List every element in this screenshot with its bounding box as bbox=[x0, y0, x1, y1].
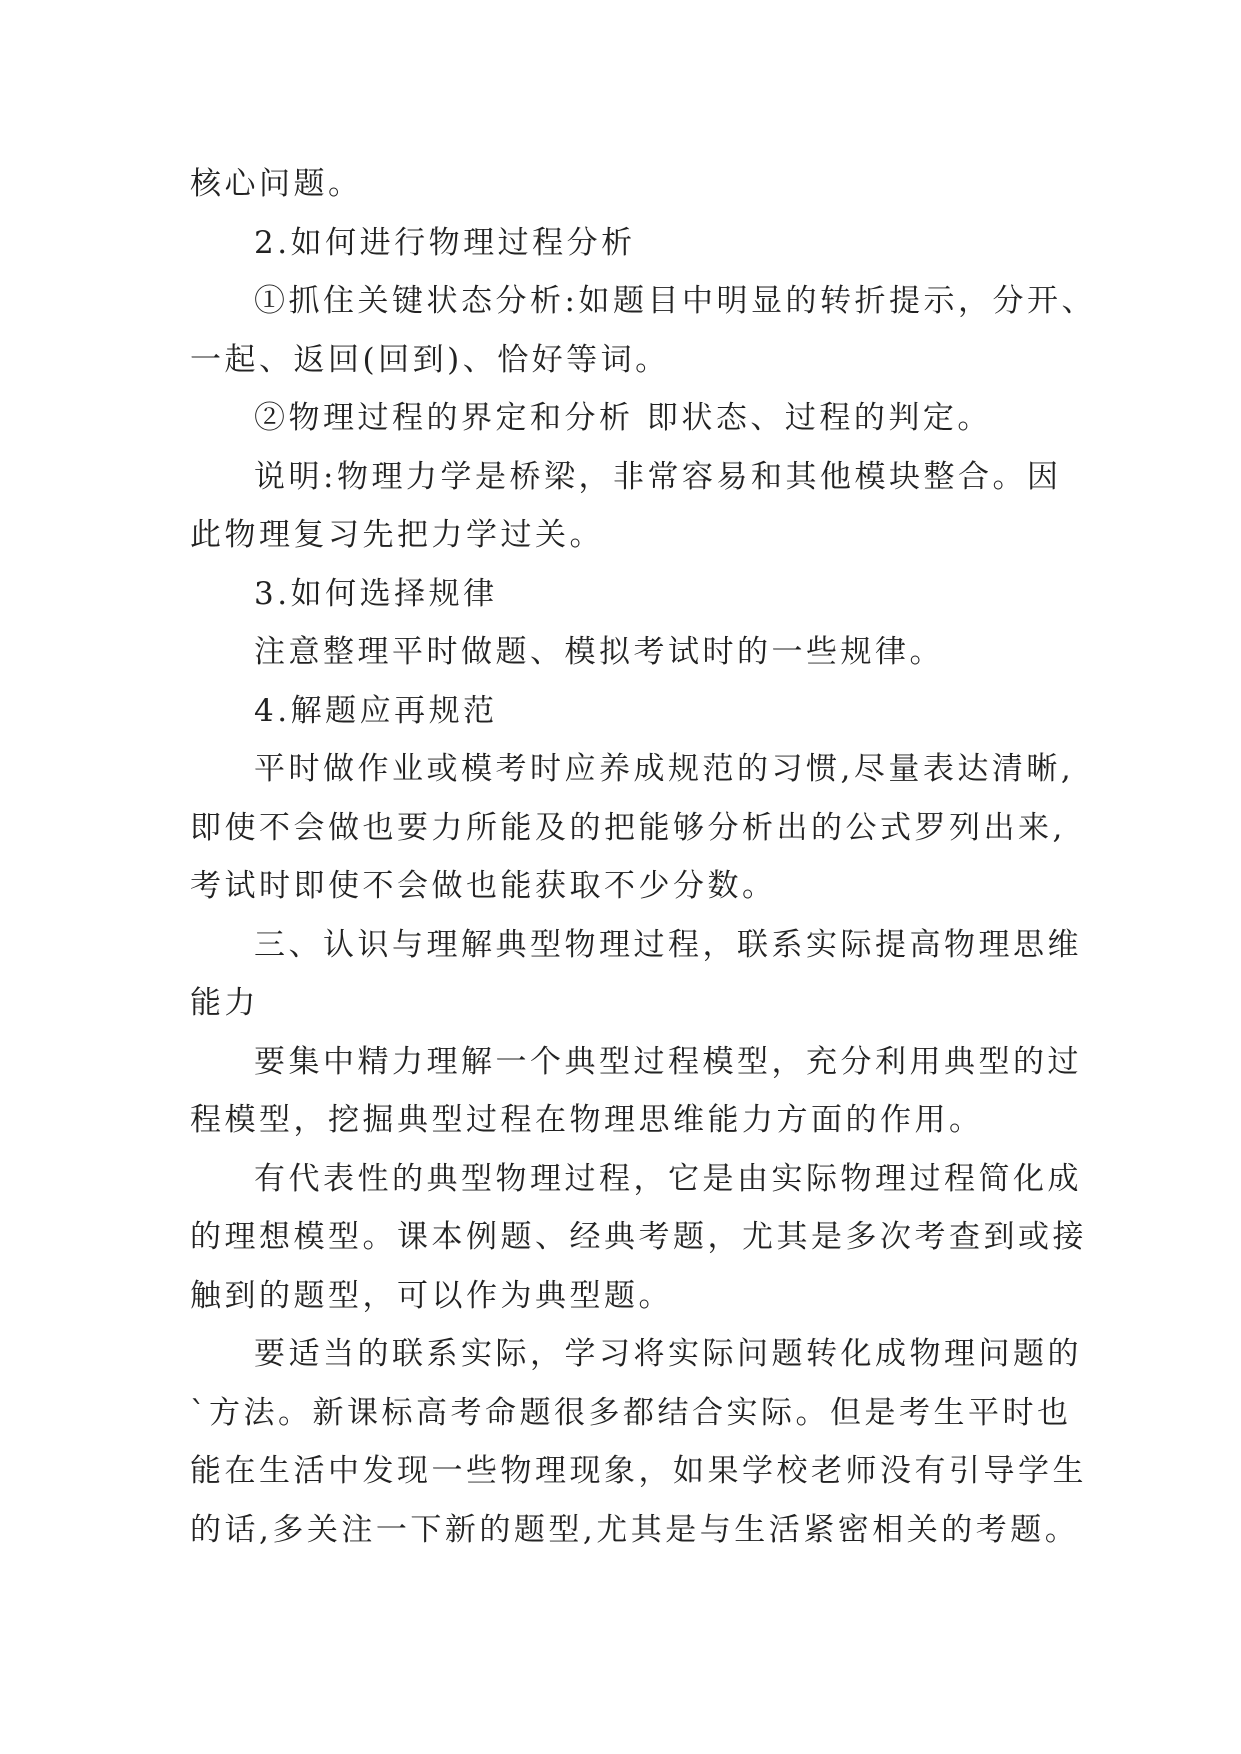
text-line-20: 触到的题型，可以作为典型题。 bbox=[190, 1277, 673, 1314]
text-line-11: 平时做作业或模考时应养成规范的习惯,尽量表达清晰, bbox=[254, 751, 1075, 787]
text-line-9: 注意整理平时做题、模拟考试时的一些规律。 bbox=[254, 634, 944, 670]
text-line-10: 4.解题应再规范 bbox=[254, 692, 498, 729]
text-line-14: 三、认识与理解典型物理过程，联系实际提高物理思维 bbox=[254, 926, 1082, 963]
text-line-8: 3.如何选择规律 bbox=[254, 575, 498, 612]
text-line-15: 能力 bbox=[190, 985, 259, 1021]
text-line-3: ①抓住关键状态分析:如题目中明显的转折提示，分开、 bbox=[254, 283, 1096, 319]
text-line-18: 有代表性的典型物理过程，它是由实际物理过程简化成 bbox=[254, 1160, 1082, 1197]
text-line-12: 即使不会做也要力所能及的把能够分析出的公式罗列出来, bbox=[190, 809, 1066, 846]
text-line-6: 说明:物理力学是桥梁，非常容易和其他模块整合。因 bbox=[254, 458, 1062, 495]
text-line-21: 要适当的联系实际，学习将实际问题转化成物理问题的 bbox=[254, 1336, 1082, 1372]
text-line-19: 的理想模型。课本例题、经典考题，尤其是多次考查到或接 bbox=[190, 1219, 1087, 1255]
text-line-24: 的话,多关注一下新的题型,尤其是与生活紧密相关的考题。 bbox=[190, 1511, 1080, 1548]
text-line-7: 此物理复习先把力学过关。 bbox=[190, 517, 604, 553]
text-line-17: 程模型，挖掘典型过程在物理思维能力方面的作用。 bbox=[190, 1102, 984, 1138]
text-line-2: 2.如何进行物理过程分析 bbox=[254, 224, 636, 261]
text-line-22: `方法。新课标高考命题很多都结合实际。但是考生平时也 bbox=[190, 1394, 1072, 1431]
text-line-1: 核心问题。 bbox=[190, 166, 363, 202]
text-line-5: ②物理过程的界定和分析 即状态、过程的判定。 bbox=[254, 400, 992, 436]
text-line-4: 一起、返回(回到)、恰好等词。 bbox=[190, 341, 670, 378]
text-line-23: 能在生活中发现一些物理现象，如果学校老师没有引导学生 bbox=[190, 1453, 1087, 1489]
document-body bbox=[190, 155, 1096, 1559]
text-line-16: 要集中精力理解一个典型过程模型，充分利用典型的过 bbox=[254, 1043, 1082, 1080]
text-line-13: 考试时即使不会做也能获取不少分数。 bbox=[190, 868, 777, 904]
